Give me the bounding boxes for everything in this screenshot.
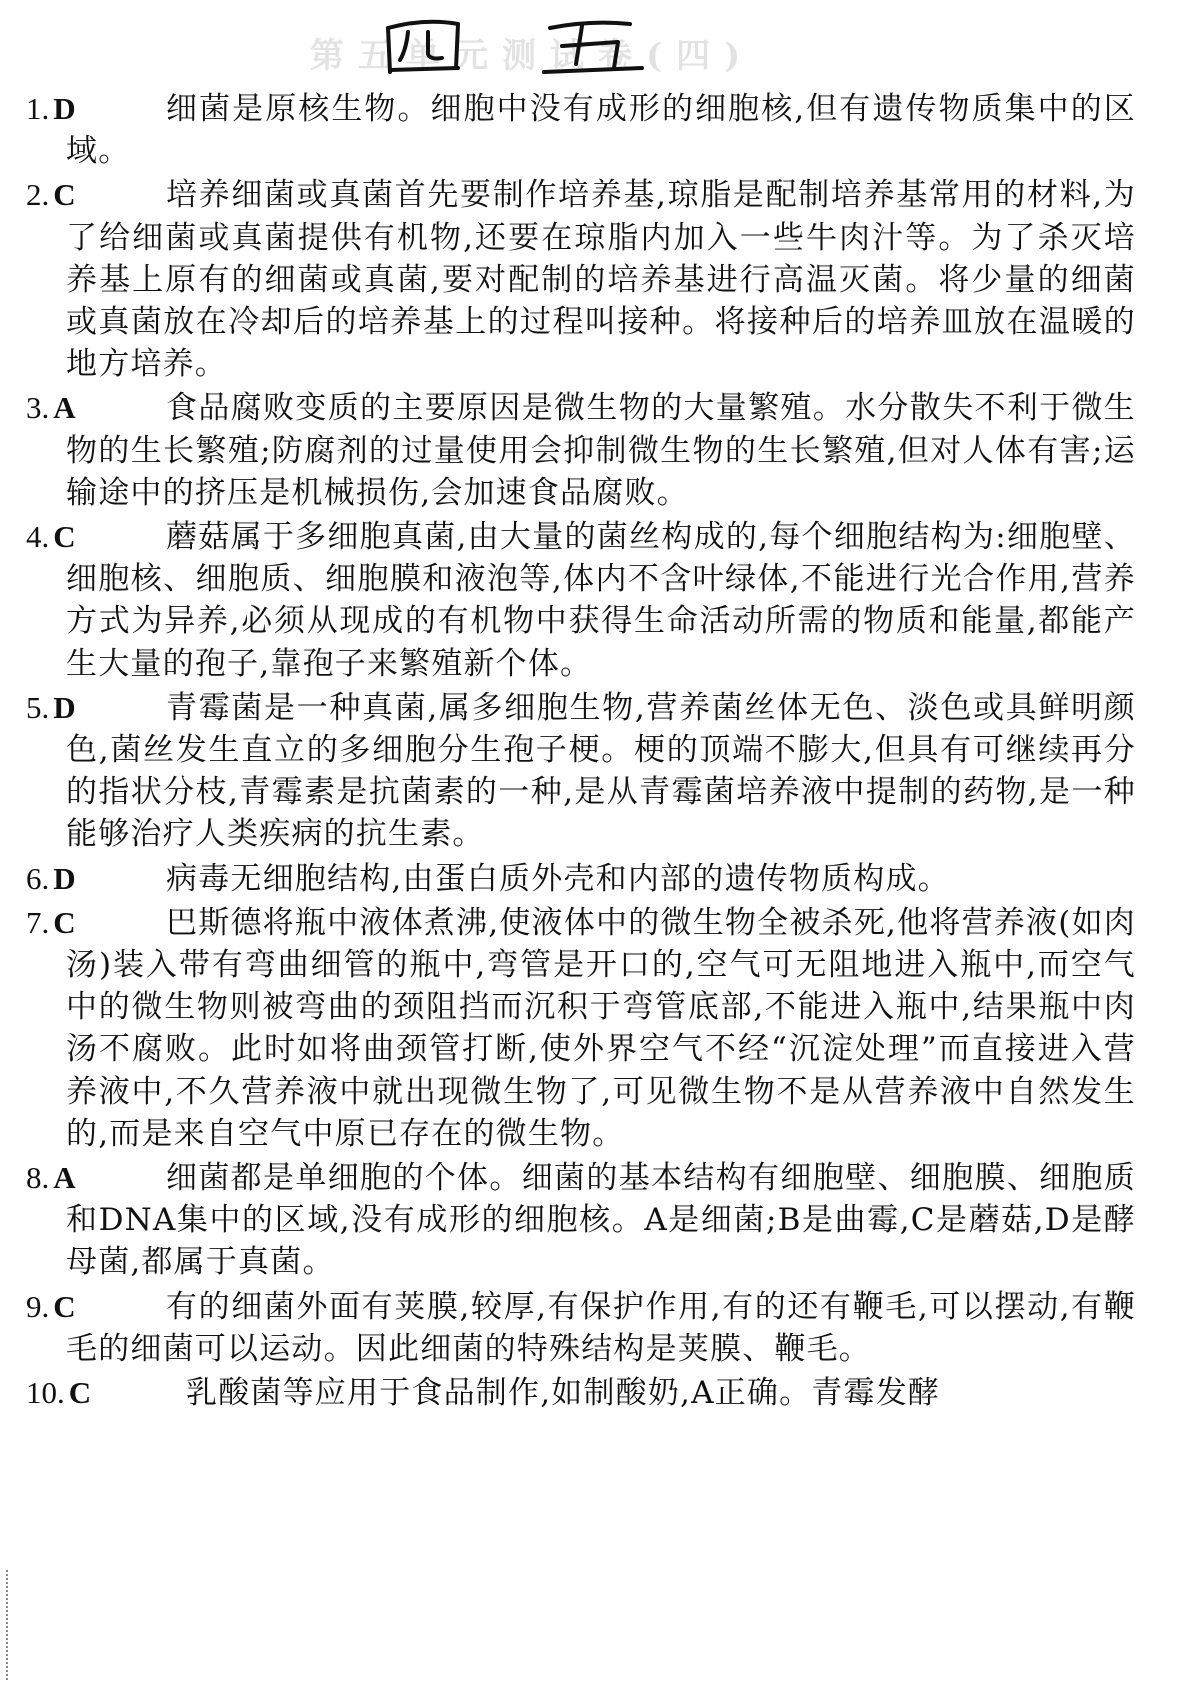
answer-item-6 (26, 858, 1136, 900)
margin-dotted-line (6, 1570, 12, 1680)
item-number: 5. (26, 689, 50, 725)
item-explanation: 食品腐败变质的主要原因是微生物的大量繁殖。水分散失不利于微生物的生长繁殖;防腐剂的过量使用会抑制微生物的生长繁殖,但对人体有害;运输途中的挤压是机械损伤,会加速食品腐败。 (66, 390, 1136, 511)
item-answer: D (53, 91, 76, 126)
item-answer: C (53, 1288, 76, 1324)
item-explanation: 巴斯德将瓶中液体煮沸,使液体中的微生物全被杀死,他将营养液(如肉汤)装入带有弯曲细管的瓶中,弯管是开口的,空气可无阻地进入瓶中,而空气中的微生物则被弯曲的颈阻挡而沉积于弯管底部,不能进入瓶中,结果瓶中肉汤不腐败。此时如将曲颈管打断,使外界空气不经“沉淀处理”而直接进入营养液中,不久营养液中就出现微生物了,可见微生物不是从营养液中自然发生的,而是来自空气中原已存在的微生物。 (66, 904, 1136, 1152)
item-explanation: 有的细菌外面有荚膜,较厚,有保护作用,有的还有鞭毛,可以摆动,有鞭毛的细菌可以运动。因此细菌的特殊结构是荚膜、鞭毛。 (66, 1288, 1136, 1367)
item-answer: C (53, 904, 76, 940)
answer-item-1 (26, 88, 1136, 172)
item-number: 10. (26, 1375, 65, 1411)
item-explanation: 乳酸菌等应用于食品制作,如制酸奶,A正确。青霉发酵 (186, 1375, 941, 1412)
item-number: 2. (26, 177, 50, 213)
answer-item-8 (26, 1157, 1136, 1284)
item-number: 3. (26, 390, 50, 426)
item-explanation: 病毒无细胞结构,由蛋白质外壳和内部的遗传物质构成。 (166, 860, 950, 897)
answer-item-9 (26, 1286, 1136, 1370)
item-explanation: 蘑菇属于多细胞真菌,由大量的菌丝构成的,每个细胞结构为:细胞壁、细胞核、细胞质、细胞膜和液泡等,体内不含叶绿体,不能进行光合作用,营养方式为异养,必须从现成的有机物中获得生命活动所需的物质和能量,都能产生大量的孢子,靠孢子来繁殖新个体。 (66, 519, 1136, 682)
item-answer: D (53, 689, 76, 725)
answer-item-10 (26, 1372, 1136, 1414)
item-explanation: 青霉菌是一种真菌,属多细胞生物,营养菌丝体无色、淡色或具鲜明颜色,菌丝发生直立的多细胞分生孢子梗。梗的顶端不膨大,但具有可继续再分的指状分枝,青霉素是抗菌素的一种,是从青霉菌培养液中提制的药物,是一种能够治疗人类疾病的抗生素。 (66, 689, 1136, 853)
item-answer: C (68, 1375, 92, 1411)
page-header (270, 6, 930, 86)
item-answer: C (53, 519, 76, 555)
item-number: 8. (26, 1160, 50, 1196)
item-explanation: 细菌都是单细胞的个体。细菌的基本结构有细胞壁、细胞膜、细胞质和DNA集中的区域,没有成形的细胞核。A是细菌;B是曲霉,C是蘑菇,D是酵母菌,都属于真菌。 (66, 1160, 1136, 1281)
item-number: 9. (26, 1288, 50, 1324)
handwriting-marks (330, 6, 670, 86)
item-number: 4. (26, 519, 50, 555)
handwriting-text (270, 6, 271, 7)
item-answer: A (53, 390, 76, 426)
answer-item-4 (26, 516, 1136, 685)
item-explanation: 培养细菌或真菌首先要制作培养基,琼脂是配制培养基常用的材料,为了给细菌或真菌提供有机物,还要在琼脂内加入一些牛肉汁等。为了杀灭培养基上原有的细菌或真菌,要对配制的培养基进行高温灭菌。将少量的细菌或真菌放在冷却后的培养基上的过程叫接种。将接种后的培养皿放在温暖的地方培养。 (66, 177, 1136, 383)
item-answer: D (53, 860, 76, 896)
answer-item-3 (26, 387, 1136, 514)
answer-item-7 (26, 902, 1136, 1155)
answer-item-5 (26, 687, 1136, 856)
item-answer: A (53, 1160, 76, 1196)
item-number: 7. (26, 904, 50, 940)
answer-item-2 (26, 174, 1136, 385)
answer-list (26, 88, 1136, 1416)
faded-title: 第五单元测试卷(四) (310, 36, 755, 76)
item-number: 1. (26, 91, 50, 126)
item-explanation: 细菌是原核生物。细胞中没有成形的细胞核,但有遗传物质集中的区域。 (66, 91, 1136, 170)
item-answer: C (53, 177, 76, 213)
item-number: 6. (26, 860, 50, 896)
